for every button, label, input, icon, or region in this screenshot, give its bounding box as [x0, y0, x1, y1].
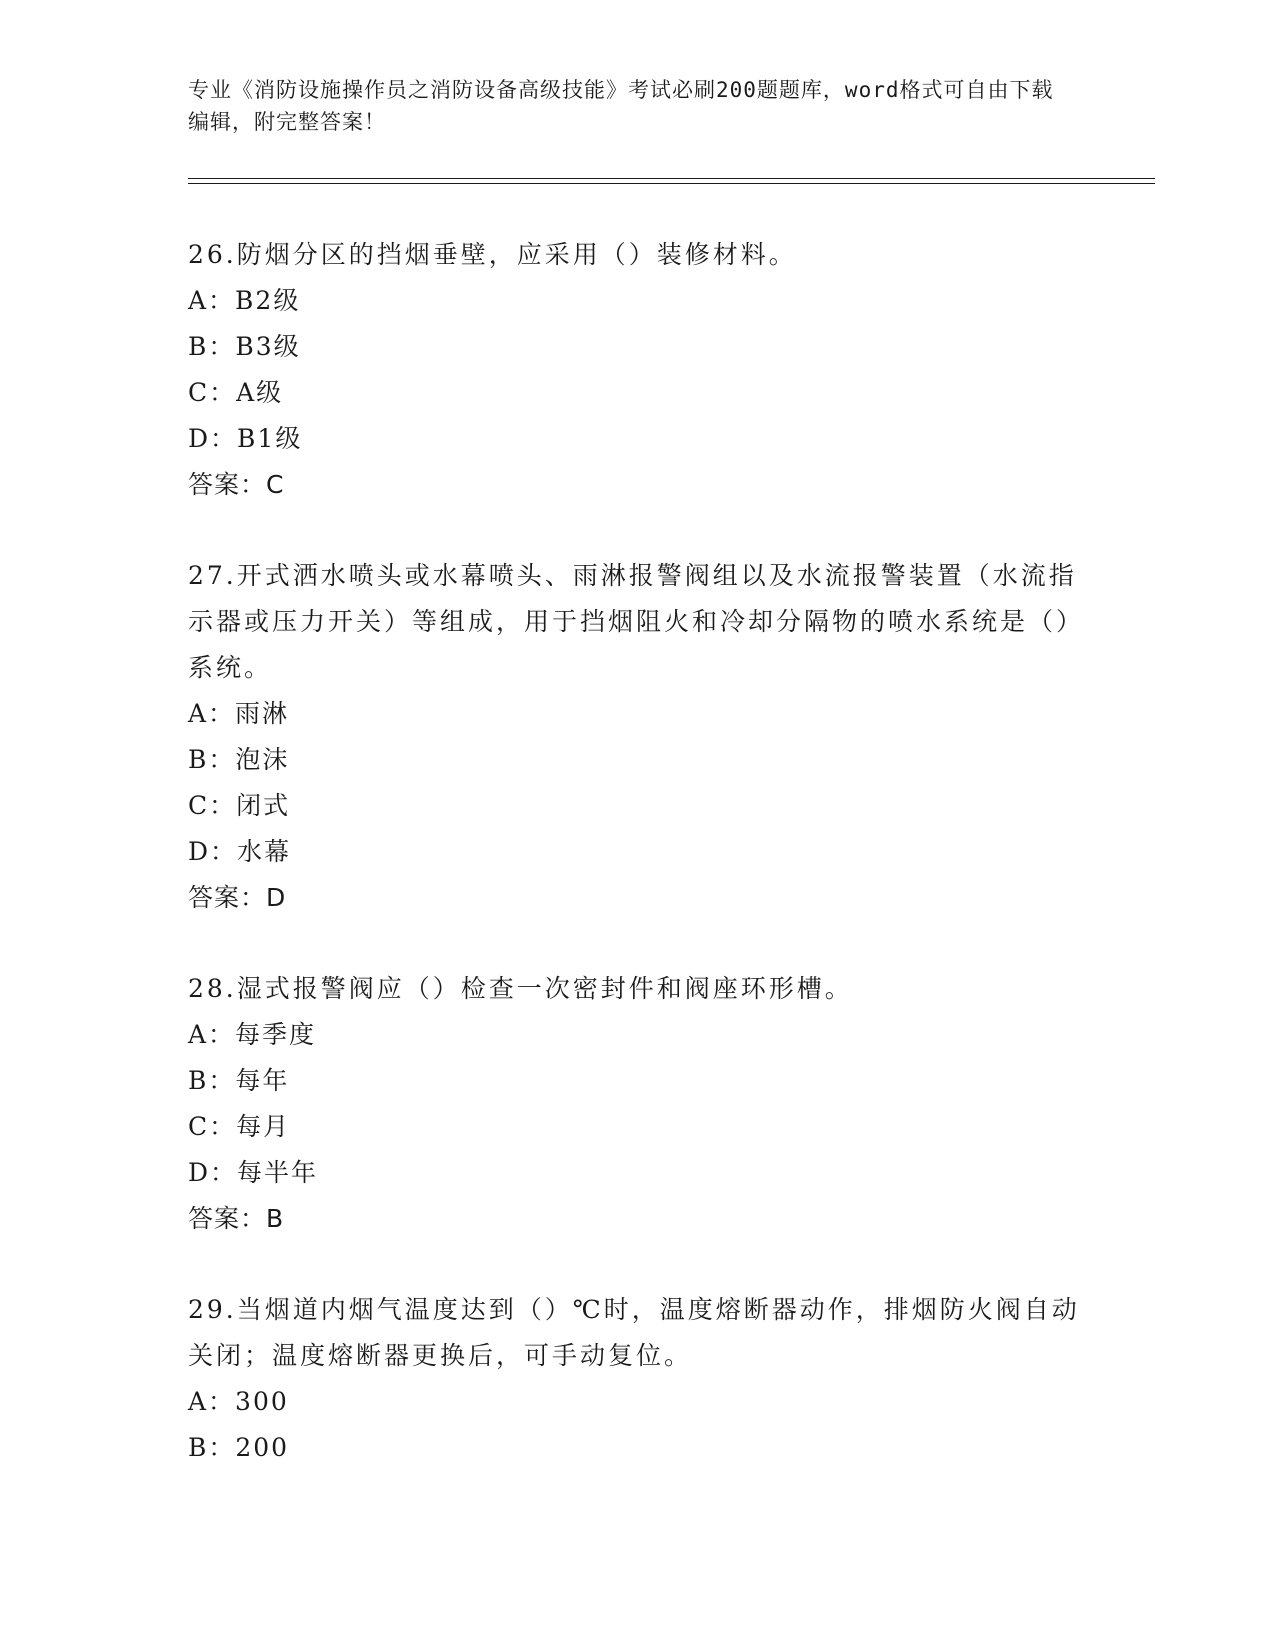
question-stem: 29.当烟道内烟气温度达到（）℃时，温度熔断器动作，排烟防火阀自动关闭；温度熔断器更换后，可手动复位。 — [188, 1295, 1080, 1370]
document-header: 专业《消防设施操作员之消防设备高级技能》考试必刷200题题库，word格式可自由下载编辑，附完整答案！ — [188, 78, 1054, 134]
question-list — [188, 232, 1088, 1516]
option-b: B：泡沫 — [188, 745, 290, 774]
option-d: D：每半年 — [188, 1158, 319, 1187]
answer: 答案：C — [188, 470, 285, 499]
header-divider-bottom — [188, 183, 1155, 184]
option-a: A：B2级 — [188, 286, 301, 315]
option-a: A：雨淋 — [188, 699, 290, 728]
option-b: B：B3级 — [188, 332, 301, 361]
option-a: A：每季度 — [188, 1020, 317, 1049]
option-c: C：闭式 — [188, 791, 291, 820]
question-stem: 26.防烟分区的挡烟垂壁，应采用（）装修材料。 — [188, 240, 797, 269]
question-stem: 28.湿式报警阀应（）检查一次密封件和阀座环形槽。 — [188, 974, 853, 1003]
question-28 — [188, 966, 1088, 1242]
option-b: B：200 — [188, 1433, 290, 1462]
answer: 答案：D — [188, 883, 287, 912]
question-stem: 27.开式洒水喷头或水幕喷头、雨淋报警阀组以及水流报警装置（水流指示器或压力开关）等组成，用于挡烟阻火和冷却分隔物的喷水系统是（）系统。 — [188, 561, 1085, 682]
answer: 答案：B — [188, 1204, 285, 1233]
option-d: D：B1级 — [188, 424, 303, 453]
option-b: B：每年 — [188, 1066, 290, 1095]
option-a: A：300 — [188, 1387, 289, 1416]
question-27 — [188, 553, 1088, 921]
question-29 — [188, 1287, 1088, 1471]
question-26 — [188, 232, 1088, 508]
option-c: C：A级 — [188, 378, 284, 407]
option-c: C：每月 — [188, 1112, 291, 1141]
header-divider-top — [188, 178, 1155, 179]
option-d: D：水幕 — [188, 837, 292, 866]
